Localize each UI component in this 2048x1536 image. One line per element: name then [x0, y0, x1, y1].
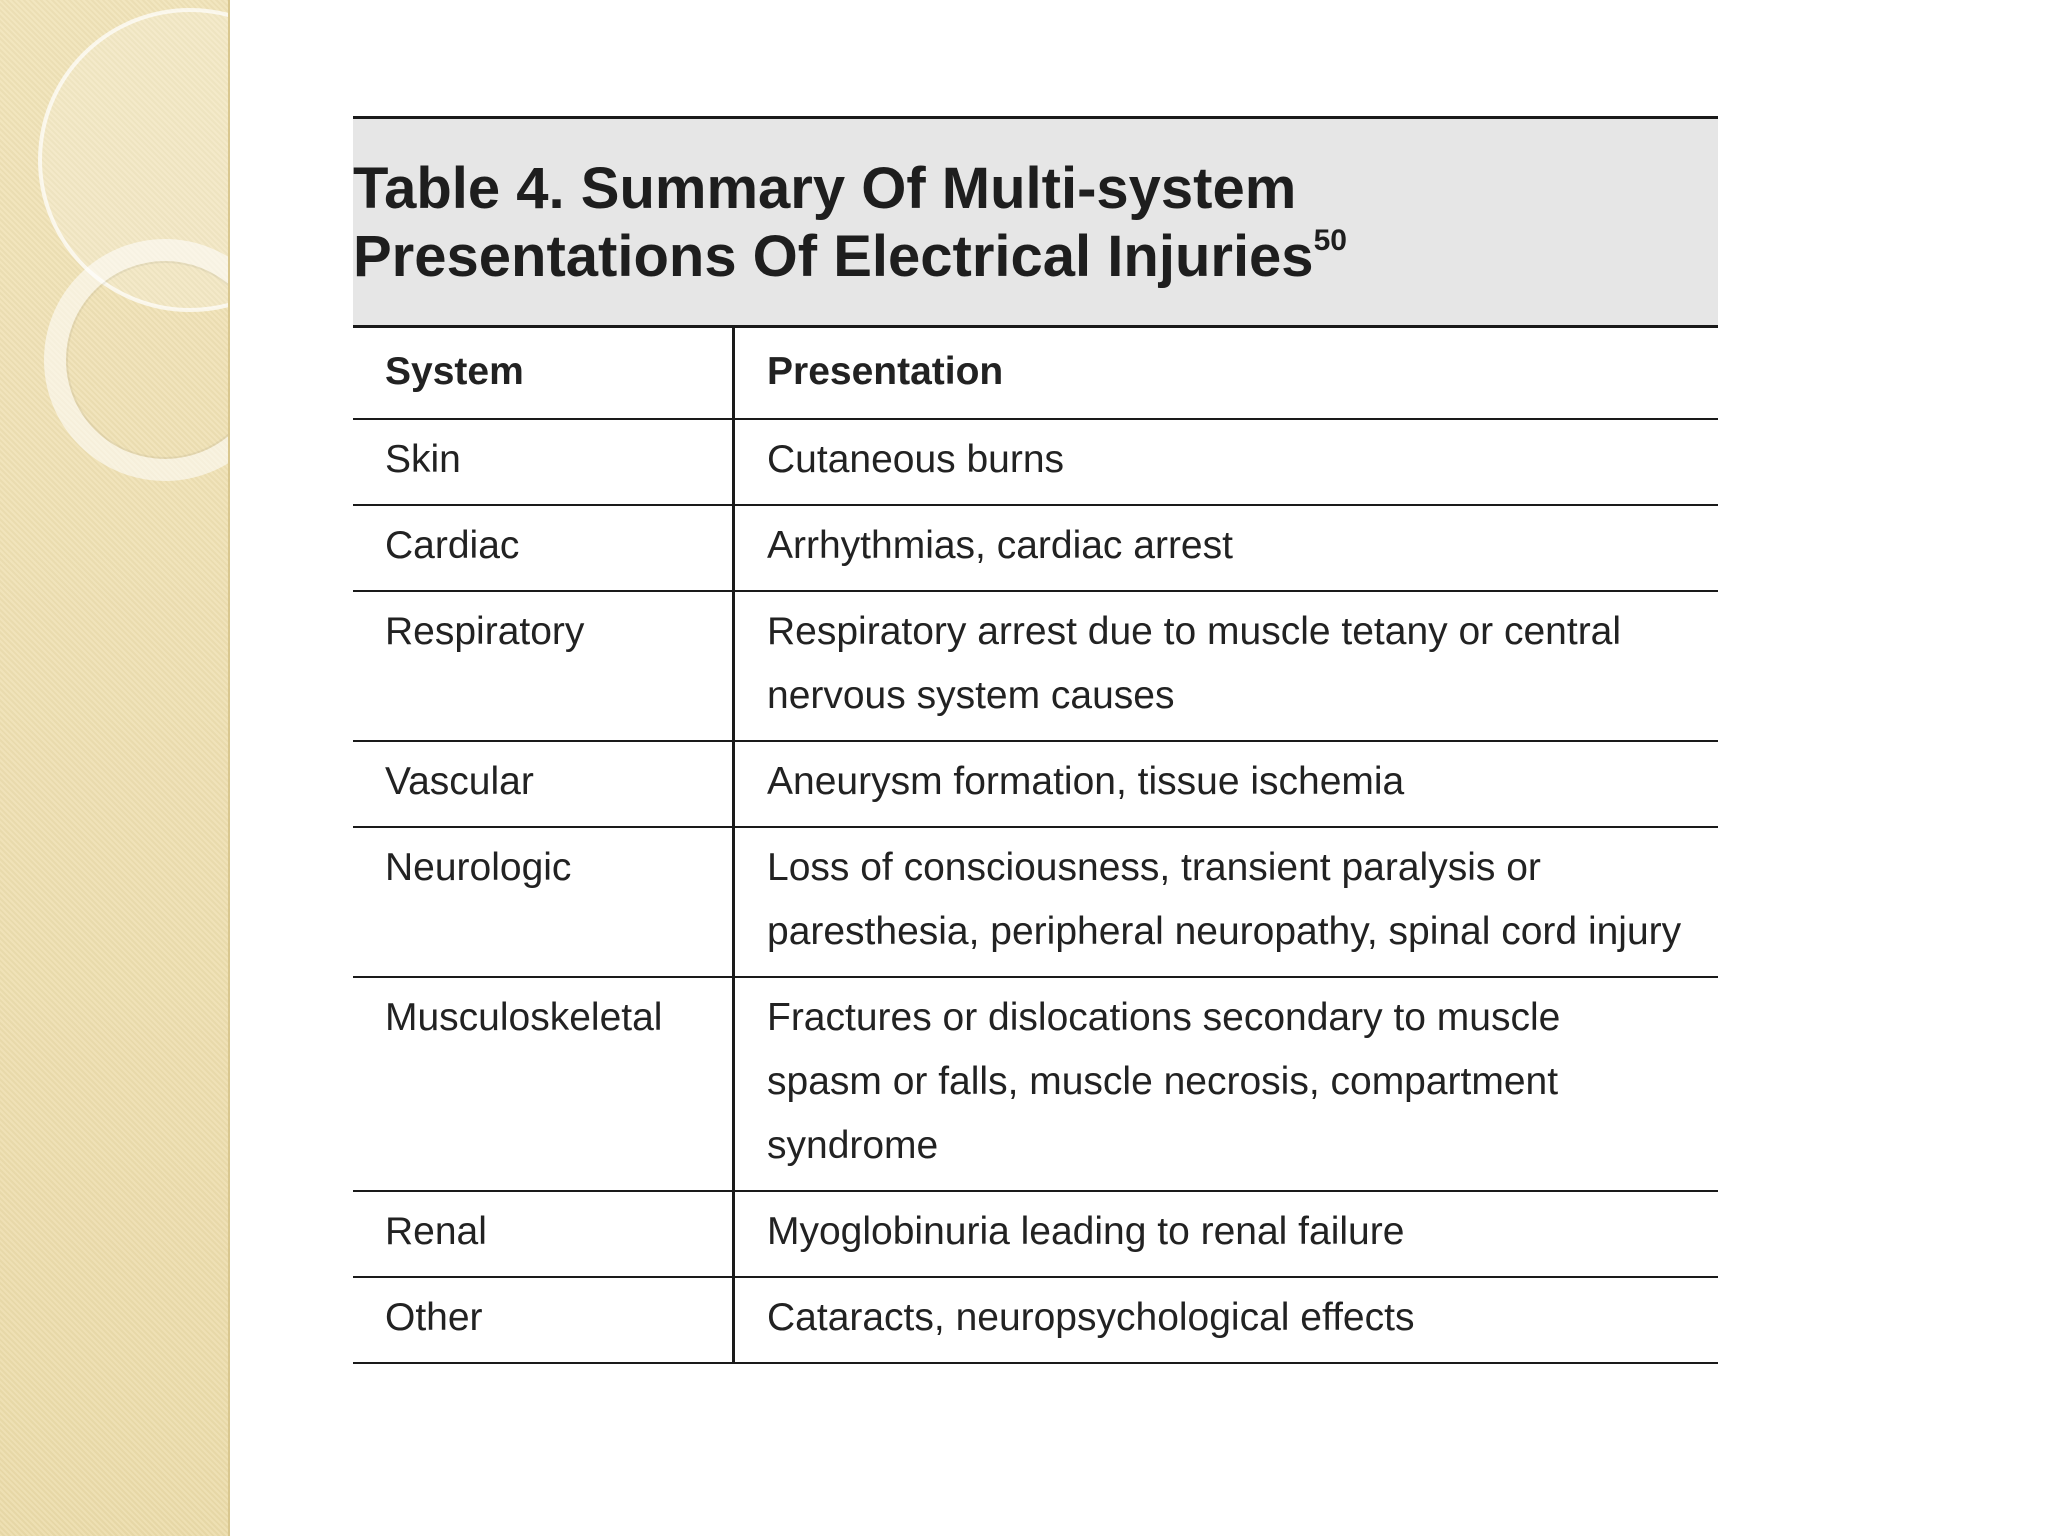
decorative-circles-icon — [0, 0, 228, 520]
header-presentation: Presentation — [734, 328, 1719, 419]
cell-presentation: Myoglobinuria leading to renal failure — [734, 1191, 1719, 1277]
cell-system: Skin — [353, 419, 734, 505]
table-row — [353, 977, 1718, 1191]
cell-system: Other — [353, 1277, 734, 1363]
cell-system: Musculoskeletal — [353, 977, 734, 1191]
table-title — [353, 155, 1503, 291]
table-title-box — [353, 116, 1718, 328]
table-row — [353, 1191, 1718, 1277]
table-row — [353, 419, 1718, 505]
cell-presentation: Loss of consciousness, transient paralysis or paresthesia, peripheral neuropathy, spinal cord injury — [734, 827, 1719, 977]
injuries-table — [353, 328, 1718, 1364]
table-title-text: Table 4. Summary Of Multi-system Presentations Of Electrical Injuries — [353, 156, 1314, 289]
table-row — [353, 591, 1718, 741]
table-header-row — [353, 328, 1718, 419]
decorative-side-band — [0, 0, 230, 1536]
cell-presentation: Aneurysm formation, tissue ischemia — [734, 741, 1719, 827]
table-card — [353, 108, 1718, 1364]
table-row — [353, 741, 1718, 827]
cell-presentation: Arrhythmias, cardiac arrest — [734, 505, 1719, 591]
cell-presentation: Cutaneous burns — [734, 419, 1719, 505]
cell-presentation: Respiratory arrest due to muscle tetany or central nervous system causes — [734, 591, 1719, 741]
table-row — [353, 827, 1718, 977]
cell-system: Neurologic — [353, 827, 734, 977]
cell-system: Cardiac — [353, 505, 734, 591]
cell-system: Renal — [353, 1191, 734, 1277]
table-row — [353, 1277, 1718, 1363]
cell-system: Respiratory — [353, 591, 734, 741]
cell-presentation: Cataracts, neuropsychological effects — [734, 1277, 1719, 1363]
table-row — [353, 505, 1718, 591]
cell-presentation: Fractures or dislocations secondary to muscle spasm or falls, muscle necrosis, compartment syndrome — [734, 977, 1719, 1191]
cell-system: Vascular — [353, 741, 734, 827]
table-title-reference: 50 — [1313, 224, 1347, 257]
header-system: System — [353, 328, 734, 419]
